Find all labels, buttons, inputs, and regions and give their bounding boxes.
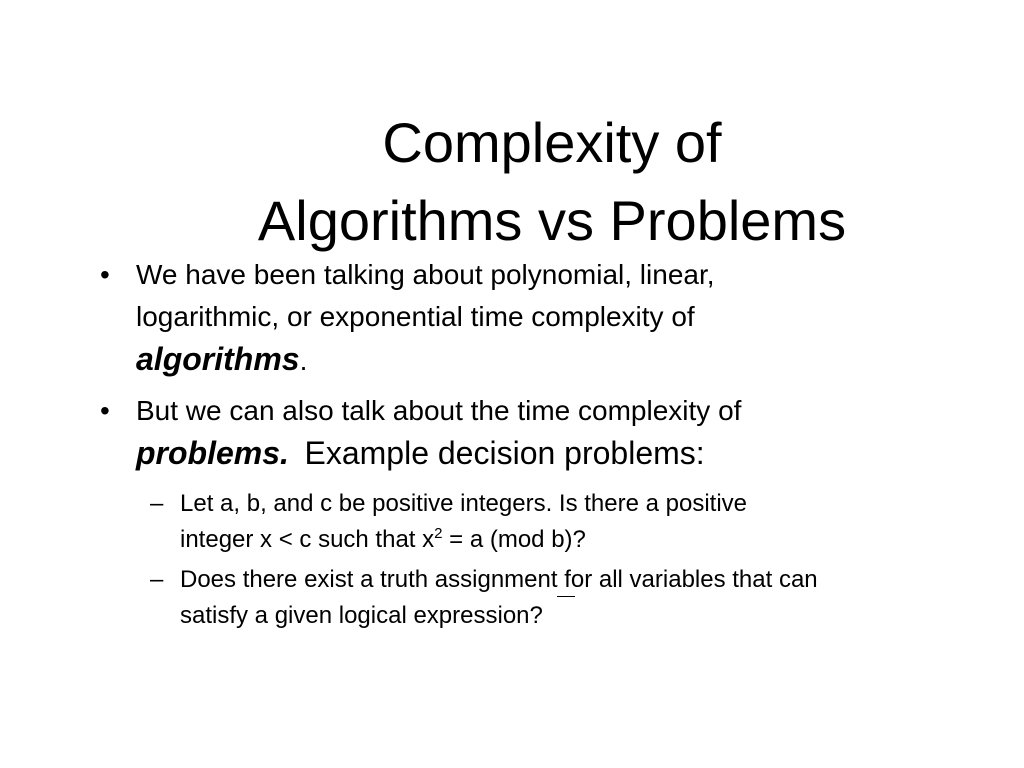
title-line-2: Algorithms vs Problems	[257, 189, 847, 252]
bullet-text-line: We have been talking about polynomial, linear,	[136, 259, 715, 290]
sub-bullet-text-pre: integer x < c such that x	[180, 526, 435, 553]
sub-bullet-text-line: satisfy a given logical expression?	[180, 602, 543, 629]
slide-title	[80, 104, 1024, 260]
sub-bullet-text-line: Does there exist a truth assignment for all variables that can	[180, 566, 818, 593]
sub-bullet-item-satisfiability	[150, 562, 970, 634]
bullet-text-line	[136, 338, 998, 382]
superscript: 2	[434, 525, 443, 542]
sub-bullet-item-modular	[150, 486, 970, 558]
title-line-1: Complexity of	[382, 111, 722, 174]
sub-bullet-text-post: = a (mod b)?	[442, 526, 586, 553]
bullet-tail: .	[299, 345, 308, 376]
sub-bullet-marker: –	[150, 566, 164, 593]
bullet-item-problems	[98, 390, 998, 476]
overbar-mark	[557, 596, 575, 597]
bullet-marker: •	[100, 259, 110, 290]
bullet-text-line: But we can also talk about the time complexity of	[136, 395, 742, 426]
emphasis-word: algorithms	[136, 341, 300, 377]
bullet-list	[98, 254, 998, 484]
bullet-text-line	[136, 432, 998, 476]
bullet-text-line: logarithmic, or exponential time complexity of	[136, 301, 695, 332]
emphasis-word: problems.	[136, 435, 289, 471]
sub-bullet-text-line: Let a, b, and c be positive integers. Is there a positive	[180, 490, 747, 517]
sub-bullet-marker: –	[150, 490, 164, 517]
bullet-marker: •	[100, 395, 110, 426]
sub-bullet-list	[150, 486, 970, 638]
bullet-tail: Example decision problems:	[304, 435, 705, 471]
sub-bullet-text-line	[180, 522, 970, 558]
bullet-item-algorithms	[98, 254, 998, 382]
